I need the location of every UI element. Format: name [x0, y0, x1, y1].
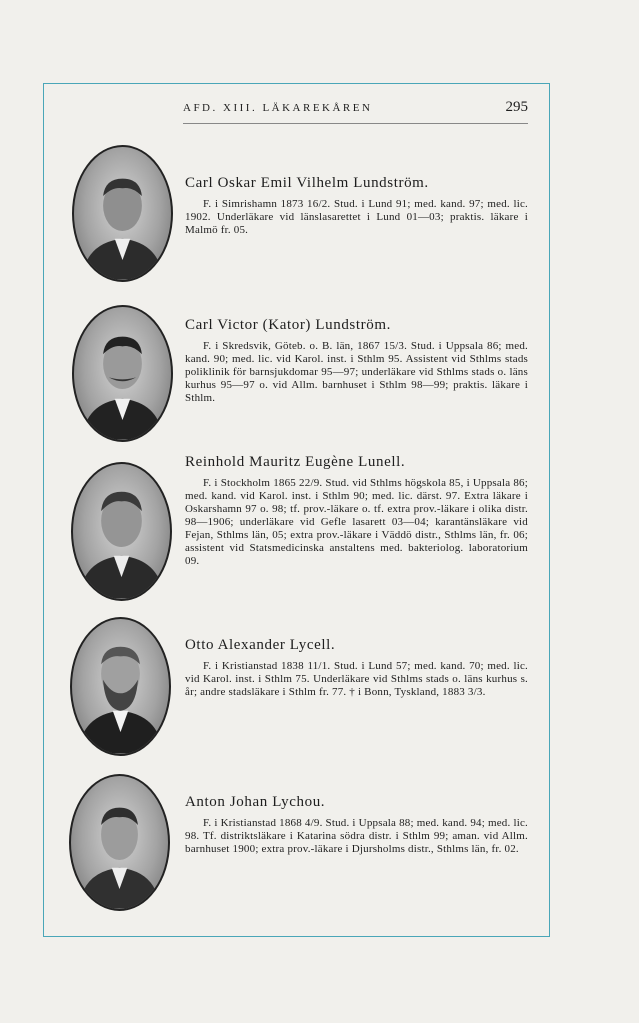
entry-text	[185, 454, 528, 568]
portrait-photo	[69, 774, 170, 911]
biography-text: F. i Stockholm 1865 22/9. Stud. vid Sthlms högskola 85, i Uppsala 86; med. kand. vid Karol. inst. i Sthlm 90; med. lic. därst. 97. Extra läkare i Oskarshamn 97 o. 98; tf. prov.-läkare o. tf. extra prov.-läkare i olika distr. 98—1906; underläkare vid Gefle lasarett 03—04; karantänsläkare vid Fejan, Sthlms län, 05; extra prov.-läkare i Väddö distr., Sthlms län, fr. 06; assistent vid Statsmedicinska anstaltens med. bakteriolog. laboratorium 09.	[185, 477, 528, 567]
person-silhouette-icon	[73, 464, 170, 599]
person-name: Reinhold Mauritz Eugène Lunell.	[185, 454, 406, 470]
biography-text: F. i Kristianstad 1868 4/9. Stud. i Uppsala 88; med. kand. 94; med. lic. 98. Tf. distriktsläkare i Katarina södra distr. i Sthlm 99; aman. vid Allm. barnhuset 1900; extra prov.-läkare i Djursholms distr., Sthlms län, fr. 02.	[185, 817, 528, 855]
person-silhouette-icon	[72, 619, 169, 754]
portrait-photo	[72, 145, 173, 282]
portrait-photo	[72, 305, 173, 442]
portrait-photo	[71, 462, 172, 601]
person-silhouette-icon	[74, 147, 171, 280]
page-number: 295	[505, 99, 528, 115]
entry-text	[185, 175, 528, 237]
running-header	[183, 101, 528, 124]
biography-text: F. i Skredsvik, Göteb. o. B. län, 1867 15/3. Stud. i Uppsala 86; med. kand. 90; med. lic. vid Karol. inst. i Sthlm 95. Assistent vid Sthlms stads poliklinik för barnsjukdomar 95—97; underläkare vid Sthlms stads o. läns kurhus 95—97 o. vid Allm. barnhuset i Sthlm 98—99; praktis. läkare i Sthlm.	[185, 340, 528, 404]
person-name: Carl Oskar Emil Vilhelm Lundström.	[185, 175, 429, 191]
biography-text: F. i Simrishamn 1873 16/2. Stud. i Lund 91; med. kand. 97; med. lic. 1902. Underläkare vid länslasarettet i Lund 01—03; praktis. läkare i Malmö fr. 05.	[185, 198, 528, 236]
portrait-photo	[70, 617, 171, 756]
person-name: Anton Johan Lychou.	[185, 794, 326, 810]
section-title: AFD. XIII. LÄKAREKÅREN	[183, 102, 373, 114]
biography-text: F. i Kristianstad 1838 11/1. Stud. i Lund 57; med. kand. 70; med. lic. vid Karol. inst. i Sthlm 75. Underläkare vid Sthlms stads o. läns kurhus s. år; andre stadsläkare i Sthlm fr. 77. † i Bonn, Tyskland, 1883 3/3.	[185, 660, 528, 698]
entry-text	[185, 794, 528, 856]
person-name: Otto Alexander Lycell.	[185, 637, 336, 653]
person-silhouette-icon	[74, 307, 171, 440]
entry-text	[185, 637, 528, 699]
entry-text	[185, 317, 528, 405]
person-silhouette-icon	[71, 776, 168, 909]
person-name: Carl Victor (Kator) Lundström.	[185, 317, 391, 333]
